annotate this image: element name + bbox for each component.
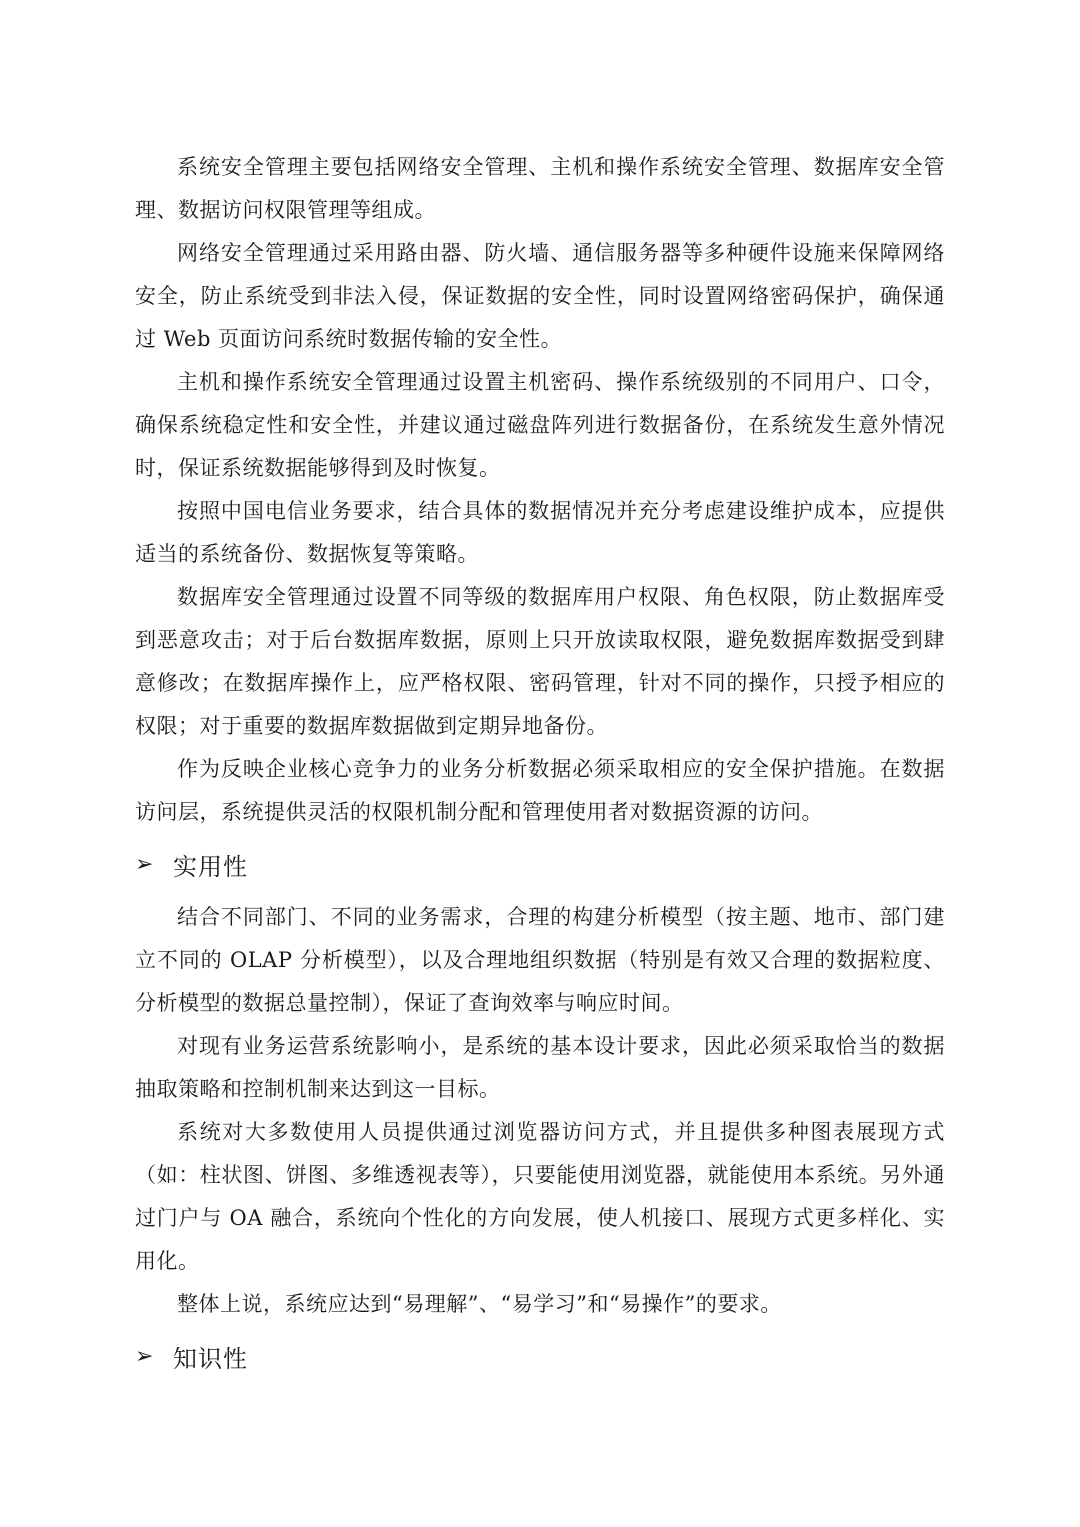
paragraph-analysis-model: 结合不同部门、不同的业务需求，合理的构建分析模型（按主题、地市、部门建立不同的 OLAP 分析模型），以及合理地组织数据（特别是有效又合理的数据粒度、分析模型的数据总量控制），保证了查询效率与响应时间。 [135,905,945,1015]
paragraph-network-security: 网络安全管理通过采用路由器、防火墙、通信服务器等多种硬件设施来保障网络安全，防止系统受到非法入侵，保证数据的安全性，同时设置网络密码保护，确保通过 Web 页面访问系统时数据传输的安全性。 [135,241,945,351]
section-heading-title: 知识性 [173,1344,248,1373]
section-heading-title: 实用性 [173,852,248,881]
paragraph-low-impact: 对现有业务运营系统影响小，是系统的基本设计要求，因此必须采取恰当的数据抽取策略和控制机制来达到这一目标。 [135,1034,945,1101]
paragraph-security-overview: 系统安全管理主要包括网络安全管理、主机和操作系统安全管理、数据库安全管理、数据访问权限管理等组成。 [135,155,945,222]
section-heading-knowledge [135,1328,945,1384]
paragraph-usability-summary: 整体上说，系统应达到“易理解”、“易学习”和“易操作”的要求。 [177,1292,782,1316]
paragraph-browser-access: 系统对大多数使用人员提供通过浏览器访问方式，并且提供多种图表展现方式（如：柱状图、饼图、多维透视表等），只要能使用浏览器，就能使用本系统。另外通过门户与 OA 融合，系统向个性化的方向发展，使人机接口、展现方式更多样化、实用化。 [135,1120,945,1273]
paragraph-database-security: 数据库安全管理通过设置不同等级的数据库用户权限、角色权限，防止数据库受到恶意攻击；对于后台数据库数据，原则上只开放读取权限，避免数据库数据受到肆意修改；在数据库操作上，应严格权限、密码管理，针对不同的操作，只授予相应的权限；对于重要的数据库数据做到定期异地备份。 [135,585,945,738]
bullet-arrow-icon: ➢ [135,1343,154,1369]
section-heading-practicality [135,836,945,892]
paragraph-data-access: 作为反映企业核心竞争力的业务分析数据必须采取相应的安全保护措施。在数据访问层，系统提供灵活的权限机制分配和管理使用者对数据资源的访问。 [135,757,945,824]
paragraph-backup-strategy: 按照中国电信业务要求，结合具体的数据情况并充分考虑建设维护成本，应提供适当的系统备份、数据恢复等策略。 [135,499,945,566]
document-page [135,146,945,1388]
bullet-arrow-icon: ➢ [135,851,154,877]
paragraph-host-os-security: 主机和操作系统安全管理通过设置主机密码、操作系统级别的不同用户、口令，确保系统稳定性和安全性，并建议通过磁盘阵列进行数据备份，在系统发生意外情况时，保证系统数据能够得到及时恢复。 [135,370,945,480]
